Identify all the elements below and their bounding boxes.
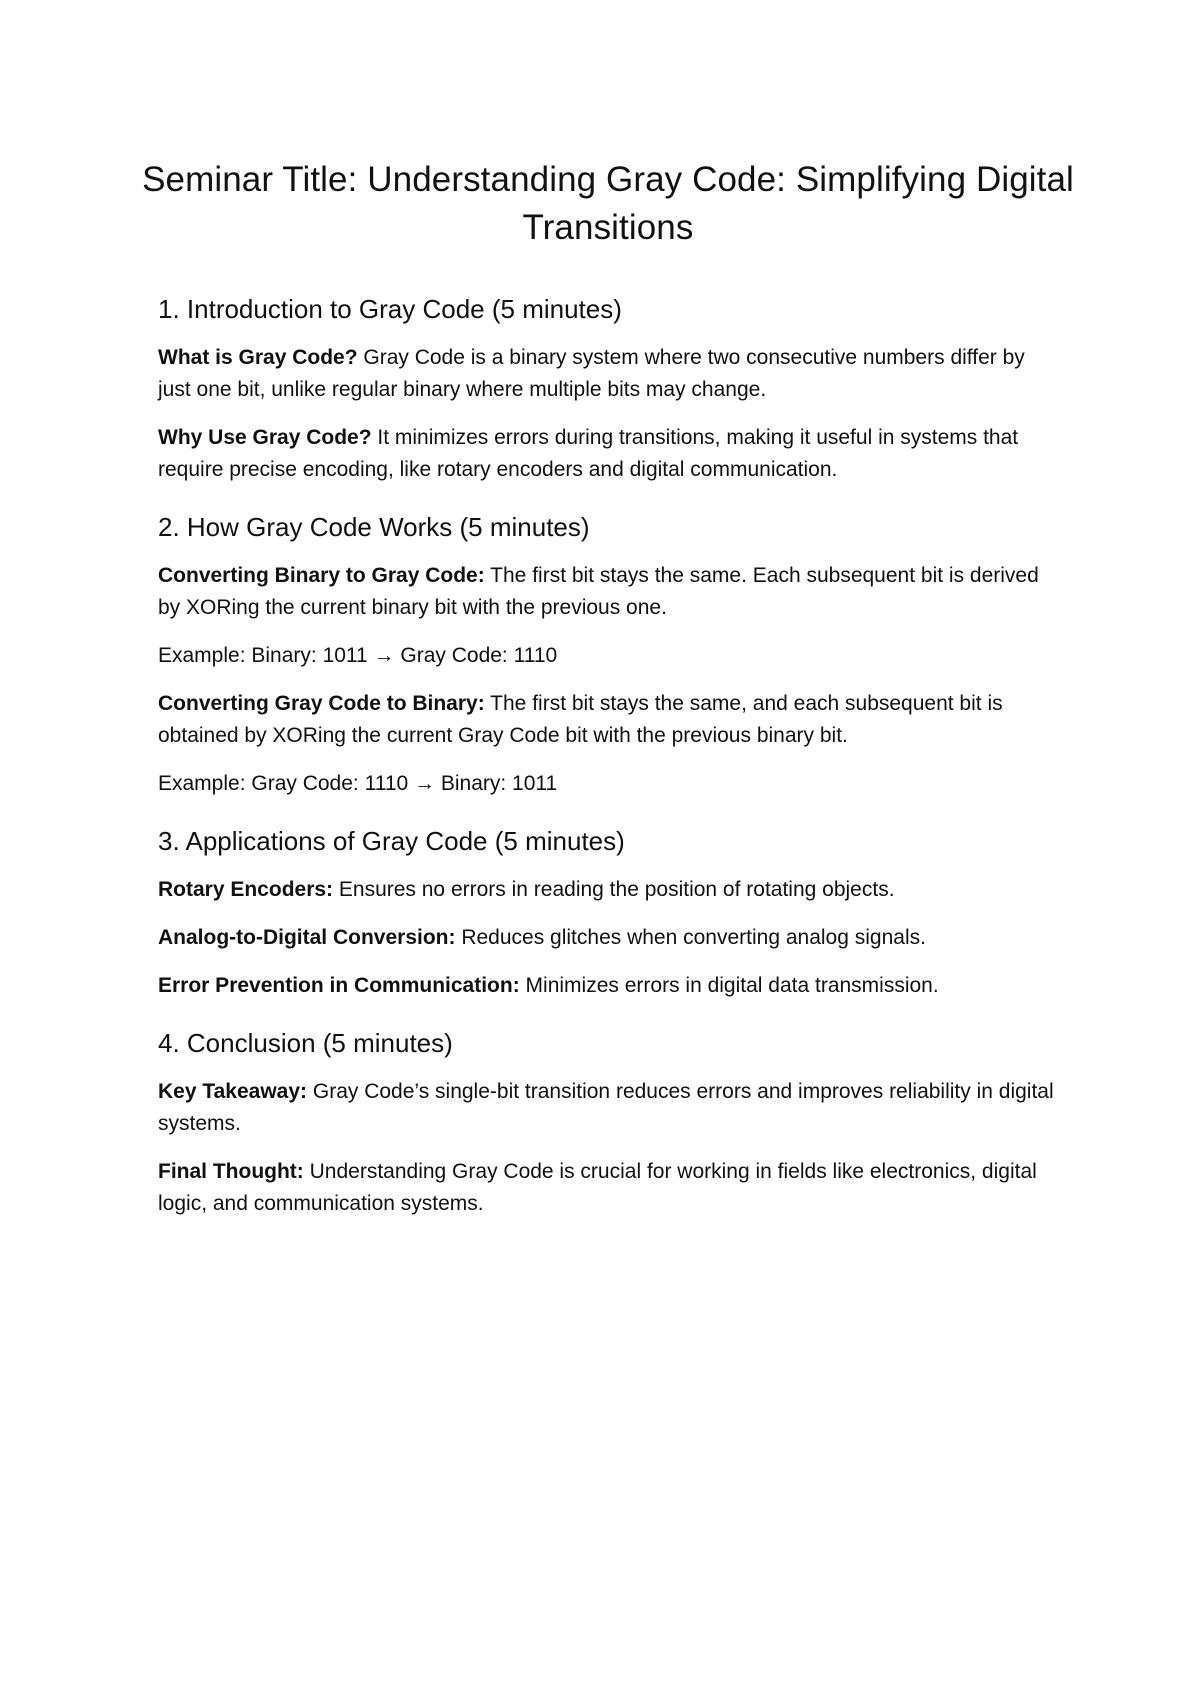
term-label: Analog-to-Digital Conversion: <box>158 926 456 949</box>
example-text: Example: Gray Code: 1110 → Binary: 1011 <box>158 772 558 795</box>
paragraph-text: Gray Code’s single-bit transition reduces errors and improves reliability in digital systems. <box>158 1080 1054 1135</box>
term-label: Rotary Encoders: <box>158 878 334 901</box>
section-heading: 1. Introduction to Gray Code (5 minutes) <box>158 294 622 324</box>
example-text: Example: Binary: 1011 → Gray Code: 1110 <box>158 644 558 667</box>
section-applications <box>158 824 1058 1002</box>
paragraph-adc <box>158 922 1058 954</box>
paragraph-gray-to-binary <box>158 688 1058 752</box>
term-label: Key Takeaway: <box>158 1080 308 1103</box>
section-how-it-works <box>158 510 1058 800</box>
paragraph-error-prevention <box>158 970 1058 1002</box>
paragraph-key-takeaway <box>158 1076 1058 1140</box>
paragraph-text: Understanding Gray Code is crucial for working in fields like electronics, digital logic, and communication systems. <box>158 1160 1037 1215</box>
paragraph-why-use-gray-code <box>158 422 1058 486</box>
term-label: Converting Binary to Gray Code: <box>158 564 485 587</box>
section-heading: 3. Applications of Gray Code (5 minutes) <box>158 826 625 856</box>
section-conclusion <box>158 1026 1058 1220</box>
term-label: Why Use Gray Code? <box>158 426 372 449</box>
page-title: Seminar Title: Understanding Gray Code: Simplifying Digital Transitions <box>142 160 1074 247</box>
section-introduction <box>158 292 1058 486</box>
paragraph-text: Gray Code is a binary system where two consecutive numbers differ by just one bit, unlike regular binary where multiple bits may change. <box>158 346 1025 401</box>
paragraph-example-binary-to-gray <box>158 640 1058 672</box>
document-page <box>142 156 1074 1220</box>
term-label: Converting Gray Code to Binary: <box>158 692 485 715</box>
paragraph-rotary-encoders <box>158 874 1058 906</box>
paragraph-text: Ensures no errors in reading the position of rotating objects. <box>333 878 895 901</box>
paragraph-text: The first bit stays the same, and each subsequent bit is obtained by XORing the current Gray Code bit with the previous binary bit. <box>158 692 1003 747</box>
paragraph-what-is-gray-code <box>158 342 1058 406</box>
paragraph-final-thought <box>158 1156 1058 1220</box>
paragraph-binary-to-gray <box>158 560 1058 624</box>
term-label: Final Thought: <box>158 1160 304 1183</box>
paragraph-text: The first bit stays the same. Each subsequent bit is derived by XORing the current binary bit with the previous one. <box>158 564 1039 619</box>
section-heading: 2. How Gray Code Works (5 minutes) <box>158 512 590 542</box>
term-label: Error Prevention in Communication: <box>158 974 520 997</box>
paragraph-text: Reduces glitches when converting analog signals. <box>455 926 926 949</box>
term-label: What is Gray Code? <box>158 346 358 369</box>
paragraph-text: It minimizes errors during transitions, making it useful in systems that require precise encoding, like rotary encoders and digital communication. <box>158 426 1019 481</box>
paragraph-text: Minimizes errors in digital data transmission. <box>519 974 939 997</box>
paragraph-example-gray-to-binary <box>158 768 1058 800</box>
section-heading: 4. Conclusion (5 minutes) <box>158 1028 453 1058</box>
